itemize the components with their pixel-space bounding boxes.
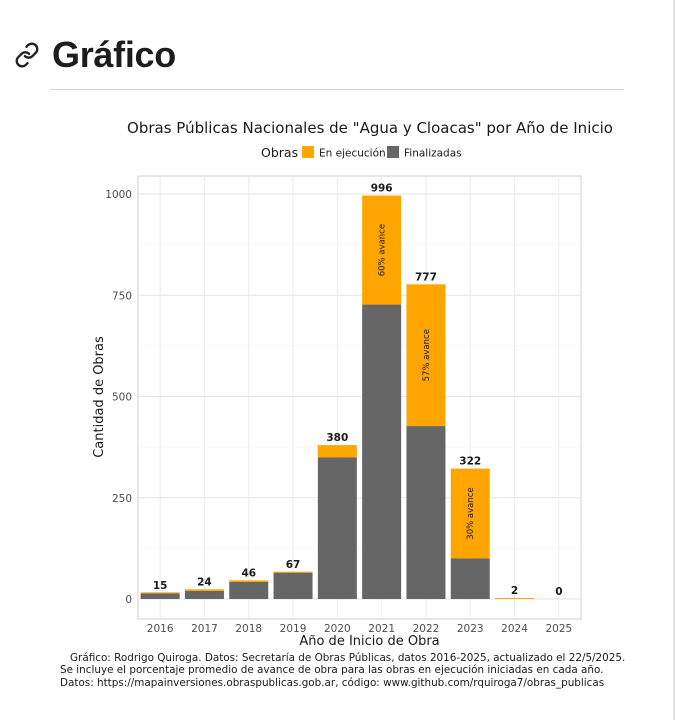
bar-finalizadas [451, 559, 490, 600]
data-label: 322 [459, 455, 482, 468]
chart-title: Obras Públicas Nacionales de "Agua y Cloacas" por Año de Inicio [127, 119, 613, 137]
data-label: 24 [197, 576, 212, 589]
x-tick-label: 2019 [279, 623, 307, 635]
bar-en-ejecucion [274, 572, 313, 573]
x-tick-label: 2022 [412, 623, 440, 635]
data-label: 996 [370, 182, 393, 195]
data-label: 67 [285, 558, 301, 571]
y-tick-label: 750 [111, 290, 132, 303]
caption-line: Gráfico: Rodrigo Quiroga. Datos: Secretaría de Obras Públicas, datos 2016-2025, actualizado el 22/5/2025. [70, 652, 626, 664]
y-axis-title: Cantidad de Obras [92, 336, 107, 458]
x-tick-label: 2017 [191, 623, 218, 635]
bar-en-ejecucion [318, 445, 357, 457]
bar-finalizadas [406, 426, 445, 599]
bar-finalizadas [318, 457, 357, 599]
x-tick-label: 2018 [235, 623, 263, 635]
bar-annotation: 30% avance [466, 487, 477, 540]
bar-annotation: 60% avance [377, 223, 388, 277]
x-tick-label: 2016 [146, 623, 174, 635]
caption-line: Se incluye el porcentaje promedio de avance de obra para las obras en ejecución iniciadas en cada año. [60, 664, 604, 677]
y-tick-label: 1000 [105, 189, 132, 201]
data-label: 2 [510, 585, 519, 598]
x-tick-label: 2025 [545, 623, 573, 635]
legend-label: En ejecución [319, 147, 386, 160]
data-label: 777 [414, 271, 437, 284]
page-title: Gráfico [52, 34, 176, 75]
bar-finalizadas [185, 591, 224, 599]
y-tick-label: 250 [111, 492, 132, 505]
data-label: 15 [152, 579, 168, 592]
legend-swatch [302, 146, 314, 158]
legend-swatch [387, 146, 399, 158]
x-tick-label: 2021 [368, 623, 396, 635]
x-tick-label: 2024 [501, 623, 528, 635]
bar-en-ejecucion [141, 592, 180, 593]
x-tick-label: 2020 [323, 623, 351, 635]
legend-title: Obras [261, 145, 299, 160]
bar-en-ejecucion [495, 598, 534, 599]
caption-line: Datos: https://mapainversiones.obraspublicas.gob.ar, código: www.github.com/rquiroga7/obras_publicas [60, 676, 605, 689]
data-label: 46 [241, 567, 257, 580]
x-tick-label: 2023 [456, 623, 484, 635]
bar-en-ejecucion [229, 580, 268, 582]
legend-label: Finalizadas [404, 147, 462, 160]
data-label: 0 [555, 586, 563, 598]
bar-finalizadas [141, 593, 180, 599]
data-label: 380 [326, 432, 349, 445]
bar-finalizadas [229, 582, 268, 599]
y-tick-label: 500 [111, 391, 132, 404]
chart-caption [60, 652, 626, 689]
bar-en-ejecucion [185, 589, 224, 591]
x-axis-title: Año de Inicio de Obra [299, 634, 440, 649]
bar-annotation: 57% avance [421, 329, 432, 382]
y-tick-label: 0 [125, 594, 132, 606]
bar-finalizadas [362, 305, 401, 599]
bar-finalizadas [274, 573, 313, 599]
